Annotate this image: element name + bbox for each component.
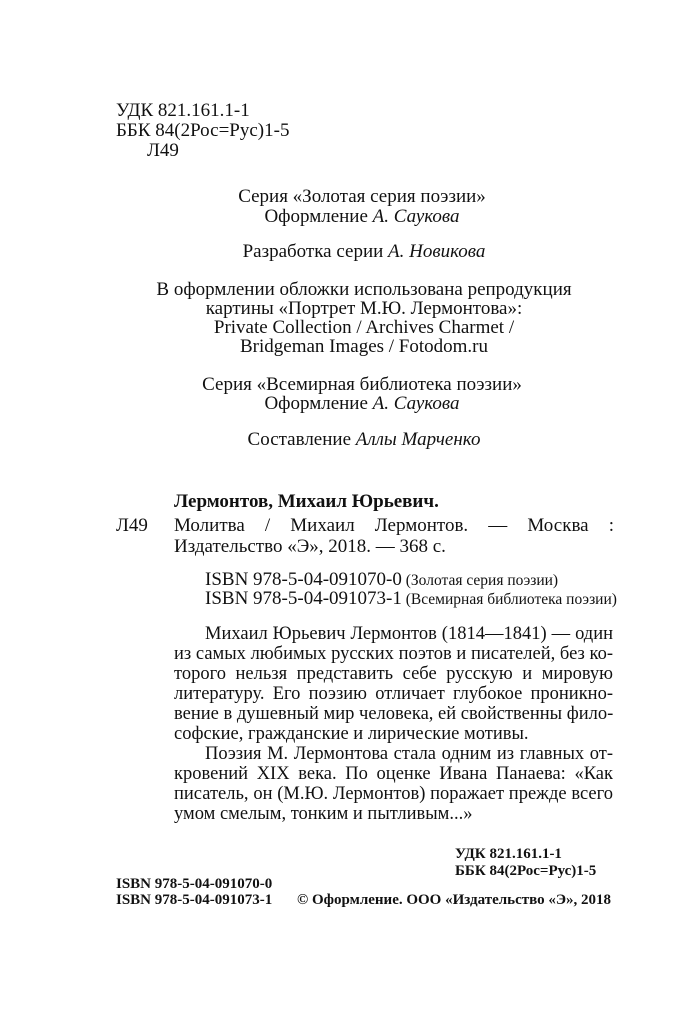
isbn-2-number: ISBN 978-5-04-091073-1 bbox=[205, 588, 402, 609]
series-gold-title: Серия «Золотая серия поэзии» bbox=[238, 186, 486, 207]
isbn-2-note: (Всемирная библиотека поэзии) bbox=[401, 591, 617, 608]
cover-note-line-1: В оформлении обложки использована репродукция bbox=[156, 279, 572, 300]
catalog-title-line-1: Молитва / Михаил Лермонтов. — Москва : bbox=[174, 515, 614, 536]
isbn-1-number: ISBN 978-5-04-091070-0 bbox=[205, 569, 402, 590]
series-gold-design bbox=[0, 207, 691, 227]
catalog-title-line-2: Издательство «Э», 2018. — 368 с. bbox=[174, 536, 446, 557]
annotation-line-8: кровений XIX века. По оценке Ивана Панаева: «Как bbox=[174, 764, 613, 784]
series-world-title: Серия «Всемирная библиотека поэзии» bbox=[202, 374, 522, 395]
udk-code-bold: УДК 821.161.1-1 bbox=[455, 846, 562, 862]
annotation-line-4: литературу. Его поэзию отличает глубокое проникно- bbox=[174, 684, 613, 704]
developer-name: А. Новикова bbox=[388, 241, 486, 262]
catalog-code: Л49 bbox=[116, 515, 148, 536]
footer-isbn-2: ISBN 978-5-04-091073-1 bbox=[116, 892, 273, 908]
footer-isbn-1: ISBN 978-5-04-091070-0 bbox=[116, 876, 273, 892]
designer-name: А. Саукова bbox=[372, 206, 460, 227]
annotation-line-3: торого нельзя представить себе русскую и мировую bbox=[174, 664, 613, 684]
compiler-credit bbox=[0, 430, 691, 450]
isbn-1-note: (Золотая серия поэзии) bbox=[401, 572, 559, 589]
bbk-code-bold: ББК 84(2Рос=Рус)1-5 bbox=[455, 863, 597, 879]
cover-note-line-4: Bridgeman Images / Fotodom.ru bbox=[239, 336, 489, 357]
compiler-prefix: Составление bbox=[247, 429, 356, 450]
annotation-line-7: Поэзия М. Лермонтова стала одним из главных от- bbox=[205, 744, 613, 764]
annotation-line-1: Михаил Юрьевич Лермонтов (1814—1841) — один bbox=[205, 624, 613, 644]
annotation-line-9: писатель, он (М.Ю. Лермонтов) поражает прежде всего bbox=[174, 784, 613, 804]
designer-name-2: А. Саукова bbox=[372, 393, 460, 414]
annotation-line-10: умом смелым, тонким и пытливым...» bbox=[174, 804, 473, 824]
author-mark: Л49 bbox=[147, 140, 179, 161]
udk-code: УДК 821.161.1-1 bbox=[116, 100, 250, 121]
bbk-code: ББК 84(2Рос=Рус)1-5 bbox=[116, 120, 290, 141]
compiler-name: Аллы Марченко bbox=[355, 429, 481, 450]
copyright-notice: © Оформление. ООО «Издательство «Э», 2018 bbox=[297, 892, 612, 908]
annotation-line-6: софские, гражданские и лирические мотивы. bbox=[174, 724, 529, 744]
design-prefix-2: Оформление bbox=[264, 393, 373, 414]
annotation-line-5: вение в душевный мир человека, ей свойственны фило- bbox=[174, 704, 614, 724]
design-prefix: Оформление bbox=[264, 206, 373, 227]
series-world-design bbox=[0, 394, 691, 414]
development-prefix: Разработка серии bbox=[242, 241, 389, 262]
catalog-isbn-2 bbox=[205, 589, 617, 610]
annotation-line-2: из самых любимых русских поэтов и писателей, без ко- bbox=[174, 644, 613, 664]
cover-note-line-3: Private Collection / Archives Charmet / bbox=[213, 317, 515, 338]
series-development bbox=[0, 242, 691, 262]
catalog-author: Лермонтов, Михаил Юрьевич. bbox=[174, 491, 439, 512]
cover-note-line-2: картины «Портрет М.Ю. Лермонтова»: bbox=[205, 298, 523, 319]
